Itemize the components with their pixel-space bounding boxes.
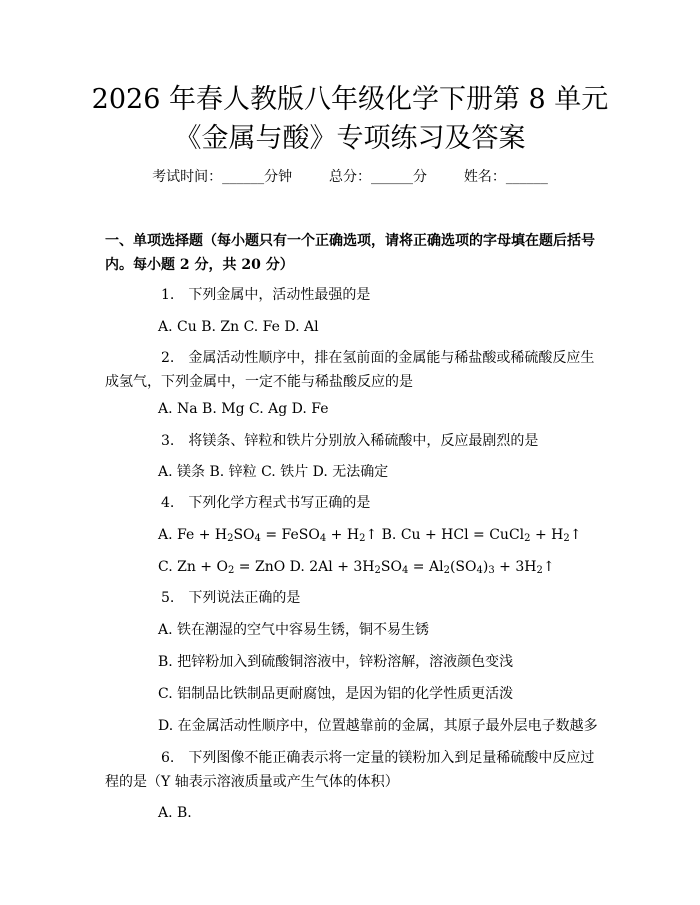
question-number: 4. bbox=[161, 495, 175, 511]
document-title-line2: 《金属与酸》专项练习及答案 bbox=[174, 123, 526, 154]
question-4-options-ab: A. $Fe + H_2SO_4$ = FeSO$_4$ + $H_2↑$ B. Cu + HCl = CuCl$_2$ + $H_2↑$ bbox=[158, 527, 582, 544]
question-5-option-b: B. 把锌粉加入到硫酸铜溶液中，锌粉溶解，溶液颜色变浅 bbox=[158, 654, 514, 670]
time-label: 考试时间： bbox=[152, 169, 223, 185]
question-4-options-cd: C. $Zn + O_2$ = ZnO D. $2Al + 3H_2SO_4 = Al_2(SO_4)_3$ + $3H_2↑$ bbox=[158, 559, 555, 576]
question-1-options: A. Cu B. Zn C. Fe D. Al bbox=[158, 319, 319, 335]
question-text: 下列图像不能正确表示将一定量的镁粉加入到足量稀硫酸中反应过程的是（Y 轴表示溶液质量或产生气体的体积） bbox=[105, 750, 595, 790]
question-text: 下列化学方程式书写正确的是 bbox=[188, 495, 371, 511]
section-heading: 一、单项选择题（每小题只有一个正确选项，请将正确选项的字母填在题后括号内。每小题 2 分，共 20 分） bbox=[105, 233, 595, 273]
question-text: 下列说法正确的是 bbox=[188, 590, 301, 606]
question-6-options: A. B. bbox=[158, 805, 192, 821]
question-5 bbox=[105, 586, 605, 610]
question-3 bbox=[105, 429, 605, 453]
question-number: 2. bbox=[161, 350, 175, 366]
question-5-option-a: A. 铁在潮湿的空气中容易生锈，铜不易生锈 bbox=[158, 622, 430, 638]
score-blank: ______ bbox=[371, 169, 413, 185]
time-blank: ______ bbox=[222, 169, 265, 185]
question-2 bbox=[105, 346, 605, 394]
question-number: 1. bbox=[161, 287, 175, 303]
question-1 bbox=[105, 283, 605, 307]
exam-meta bbox=[0, 167, 700, 187]
question-5-option-d: D. 在金属活动性顺序中，位置越靠前的金属，其原子最外层电子数越多 bbox=[158, 718, 598, 734]
document-title-line1: 2026 年春人教版八年级化学下册第 8 单元 bbox=[91, 84, 609, 115]
question-text: 金属活动性顺序中，排在氢前面的金属能与稀盐酸或稀硫酸反应生成氢气，下列金属中，一定不能与稀盐酸反应的是 bbox=[105, 350, 595, 390]
question-number: 6. bbox=[161, 750, 175, 766]
score-label: 总分： bbox=[329, 169, 371, 185]
score-unit: 分 bbox=[413, 169, 427, 185]
question-6 bbox=[105, 746, 605, 794]
question-number: 3. bbox=[161, 433, 175, 449]
time-unit: 分钟 bbox=[264, 169, 293, 185]
question-number: 5. bbox=[161, 590, 175, 606]
name-blank: ______ bbox=[505, 169, 548, 185]
question-3-options: A. 镁条 B. 锌粒 C. 铁片 D. 无法确定 bbox=[158, 464, 389, 480]
question-2-options: A. Na B. Mg C. Ag D. Fe bbox=[158, 401, 329, 417]
question-text: 下列金属中，活动性最强的是 bbox=[188, 287, 371, 303]
name-label: 姓名： bbox=[463, 169, 506, 185]
question-text: 将镁条、锌粒和铁片分别放入稀硫酸中，反应最剧烈的是 bbox=[188, 433, 539, 449]
question-5-option-c: C. 铝制品比铁制品更耐腐蚀，是因为铝的化学性质更活泼 bbox=[158, 686, 514, 702]
question-4 bbox=[105, 491, 605, 515]
